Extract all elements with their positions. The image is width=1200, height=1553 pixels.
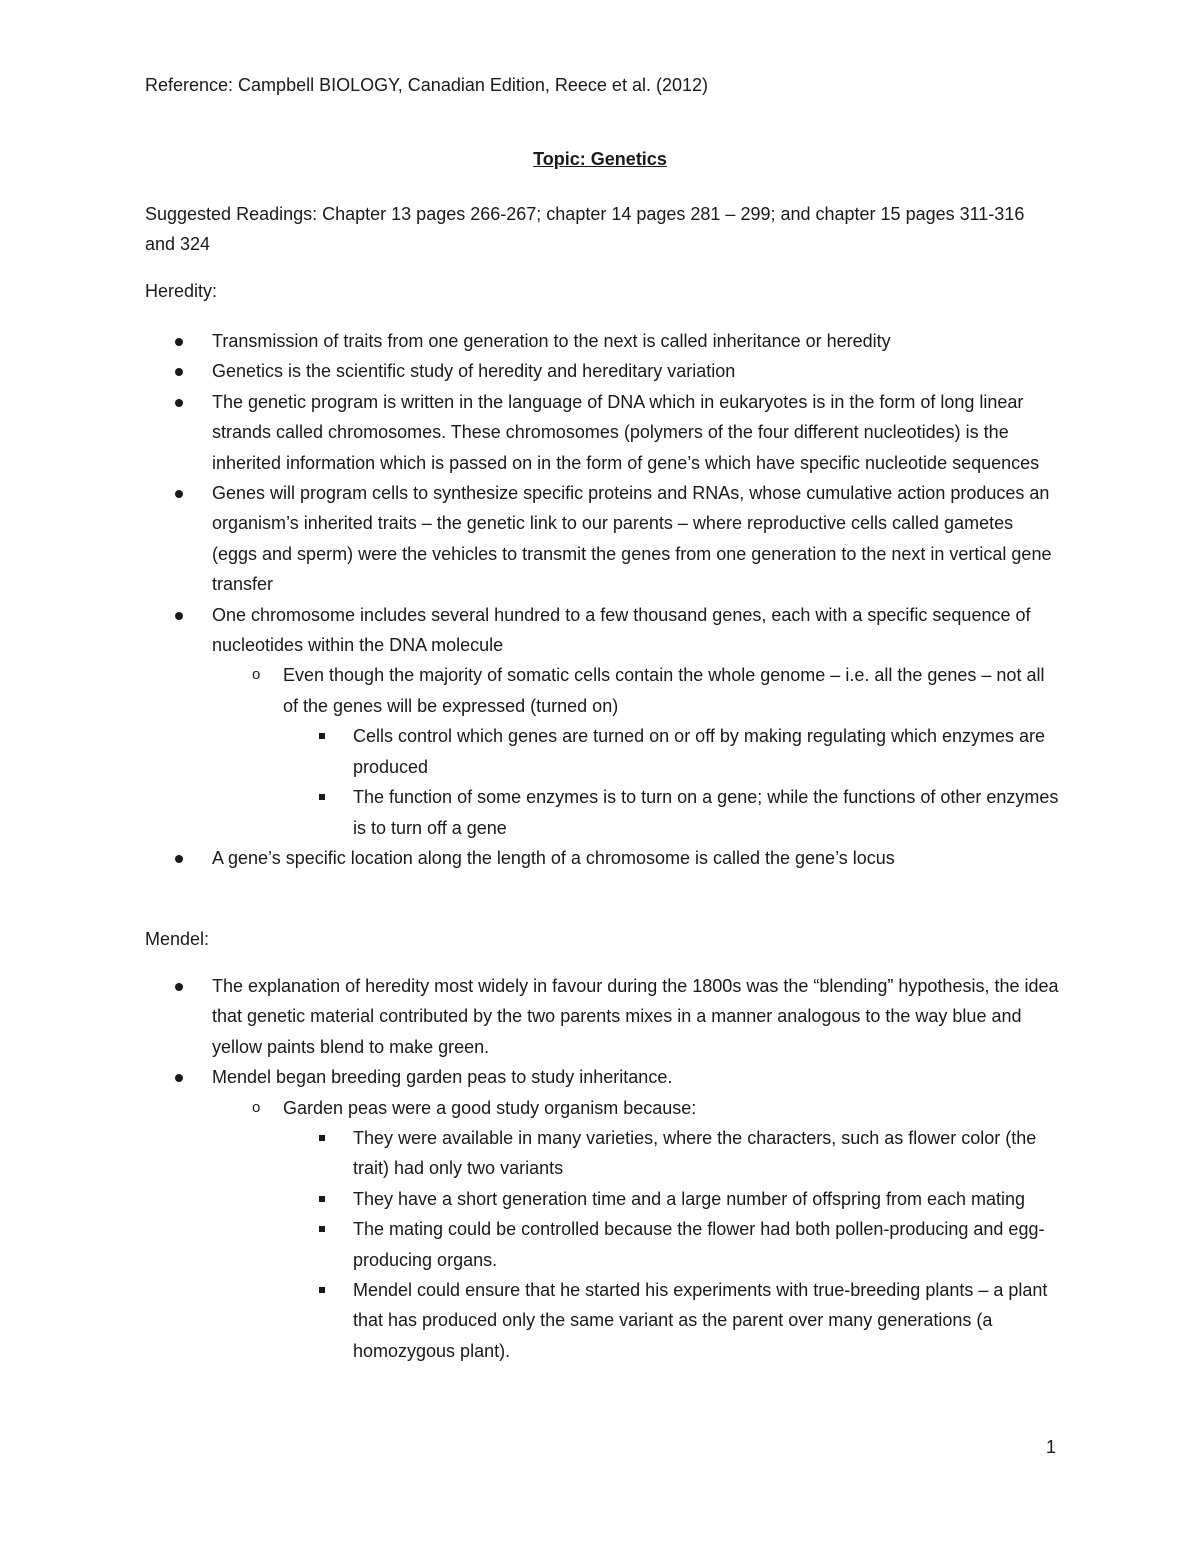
mendel-list (145, 971, 1060, 1366)
page-number: 1 (1046, 1437, 1057, 1457)
sub-sub-list-item-text: Cells control which genes are turned on or off by making regulating which enzymes are produced (353, 726, 1046, 777)
sub-list-item (212, 1093, 1060, 1367)
sub-sub-list-item (283, 721, 1060, 782)
suggested-readings: Suggested Readings: Chapter 13 pages 266-267; chapter 14 pages 281 – 299; and chapter 15 pages 311-316 and 324 (145, 204, 1025, 255)
page-title: Topic: Genetics (533, 149, 667, 169)
square-bullet-icon (319, 1287, 325, 1293)
square-bullet-icon (319, 1135, 325, 1141)
sub-sub-list-item (283, 1214, 1060, 1275)
bullet-icon (175, 983, 183, 991)
list-item-text: Mendel began breeding garden peas to study inheritance. (212, 1067, 673, 1088)
list-item (145, 971, 1060, 1062)
list-item (145, 843, 1060, 873)
list-item (145, 478, 1060, 600)
sub-list (212, 1093, 1060, 1367)
list-item-text: The explanation of heredity most widely in favour during the 1800s was the “blending” hypothesis, the idea that genetic material contributed by the two parents mixes in a manner analogous to the way blue and yellow paints blend to make green. (212, 976, 1059, 1057)
heredity-heading: Heredity: (145, 281, 218, 301)
sub-list (212, 660, 1060, 842)
list-item (145, 356, 1060, 386)
reference-line: Reference: Campbell BIOLOGY, Canadian Edition, Reece et al. (2012) (145, 75, 708, 95)
sub-sub-list-item-text: The mating could be controlled because the flower had both pollen-producing and egg-producing organs. (353, 1219, 1045, 1270)
sub-sub-list-item (283, 1123, 1060, 1184)
sub-sub-list-item-text: They were available in many varieties, where the characters, such as flower color (the trait) had only two variants (353, 1128, 1037, 1179)
list-item-text: The genetic program is written in the language of DNA which in eukaryotes is in the form of long linear strands called chromosomes. These chromosomes (polymers of the four different nucleotides) is the inherited information which is passed on in the form of gene’s which have specific nucleotide sequences (212, 391, 1040, 473)
circle-bullet-icon: o (252, 1098, 261, 1116)
list-item (145, 387, 1060, 478)
sub-list-item (212, 660, 1060, 842)
square-bullet-icon (319, 794, 325, 800)
sub-sub-list-item (283, 1184, 1060, 1214)
heredity-list (145, 326, 1060, 873)
mendel-heading: Mendel: (145, 929, 210, 949)
sub-sub-list (283, 1123, 1060, 1366)
bullet-icon (175, 368, 183, 376)
bullet-icon (175, 338, 183, 346)
bullet-icon (175, 490, 183, 498)
list-item-text: Genetics is the scientific study of heredity and hereditary variation (212, 361, 736, 382)
sub-list-item-text: Garden peas were a good study organism because: (283, 1097, 697, 1118)
bullet-icon (175, 855, 183, 863)
list-item (145, 1062, 1060, 1366)
list-item-text: Genes will program cells to synthesize specific proteins and RNAs, whose cumulative action produces an organism’s inherited traits – the genetic link to our parents – where reproductive cells called gametes (eggs and sperm) were the vehicles to transmit the genes from one generation to the next in vertical gene transfer (212, 483, 1052, 595)
bullet-icon (175, 1074, 183, 1082)
square-bullet-icon (319, 1226, 325, 1232)
sub-list-item-text: Even though the majority of somatic cells contain the whole genome – i.e. all the genes – not all of the genes will be expressed (turned on) (283, 665, 1045, 716)
list-item (145, 326, 1060, 356)
list-item-text: One chromosome includes several hundred to a few thousand genes, each with a specific sequence of nucleotides within the DNA molecule (212, 604, 1031, 656)
sub-sub-list-item (283, 782, 1060, 843)
square-bullet-icon (319, 733, 325, 739)
bullet-icon (175, 399, 183, 407)
list-item-text: A gene’s specific location along the length of a chromosome is called the gene’s locus (212, 847, 895, 868)
list-item-text: Transmission of traits from one generation to the next is called inheritance or heredity (212, 331, 891, 351)
circle-bullet-icon: o (252, 666, 261, 684)
list-item (145, 600, 1060, 843)
square-bullet-icon (319, 1196, 325, 1202)
sub-sub-list-item-text: The function of some enzymes is to turn on a gene; while the functions of other enzymes is to turn off a gene (353, 787, 1059, 838)
bullet-icon (175, 612, 183, 620)
sub-sub-list-item (283, 1275, 1060, 1366)
sub-sub-list-item-text: Mendel could ensure that he started his experiments with true-breeding plants – a plant that has produced only the same variant as the parent over many generations (a homozygous plant). (353, 1280, 1048, 1361)
sub-sub-list (283, 721, 1060, 843)
sub-sub-list-item-text: They have a short generation time and a large number of offspring from each mating (353, 1188, 1026, 1209)
